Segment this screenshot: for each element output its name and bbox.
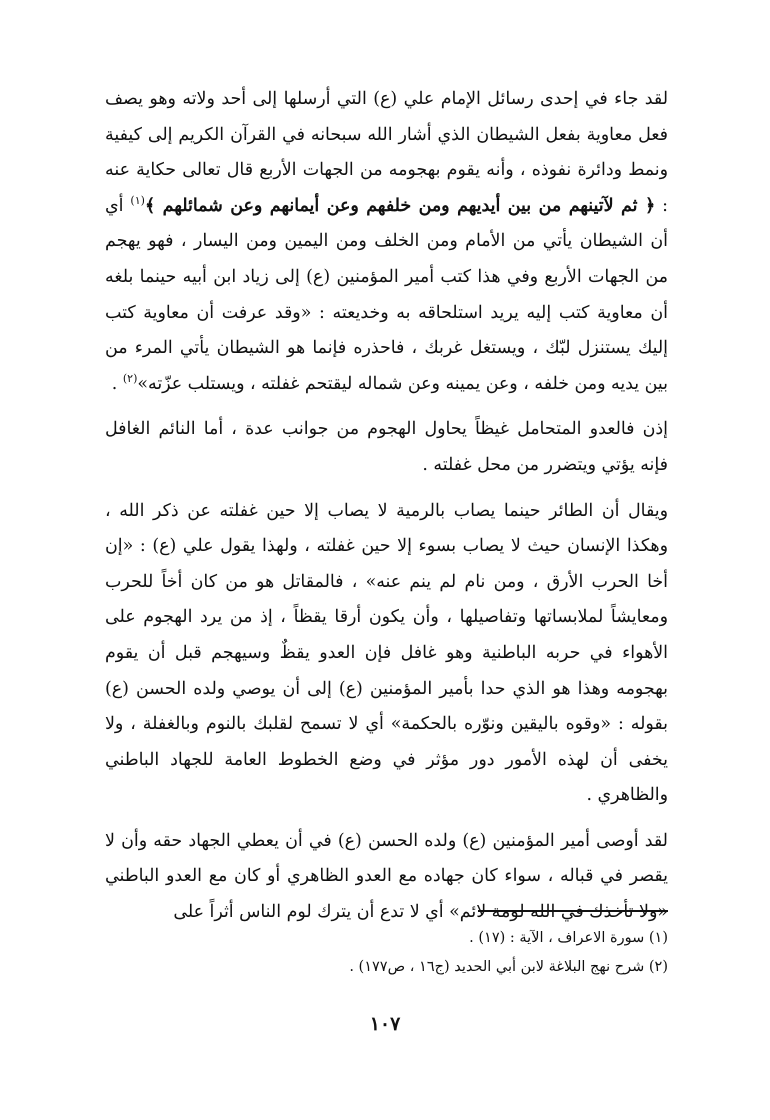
footnote-1: (١) سورة الاعراف ، الآية : (١٧) . — [469, 930, 668, 946]
quran-verse: ﴿ ثم لآتينهم من بين أيديهم ومن خلفهم وعن أيمانهم وعن شمائلهم ﴾ — [144, 195, 656, 216]
footnote-2: (٢) شرح نهج البلاغة لابن أبي الحديد (ج١٦ ، ص١٧٧) . — [349, 959, 668, 975]
paragraph-1 — [105, 82, 668, 402]
paragraph-2: إذن فالعدو المتحامل غيظاً يحاول الهجوم من جوانب عدة ، أما النائم الغافل فإنه يؤتي ويتضرر من محل غفلته . — [105, 419, 668, 475]
main-text — [105, 82, 668, 931]
footnote-divider — [478, 910, 668, 912]
paragraph-1-text-a: لقد جاء في إحدى رسائل الإمام علي (ع) التي أرسلها إلى أحد ولاته وهو يصف فعل معاوية بفعل الشيطان الذي أشار الله سبحانه في القرآن الكريم إلى كيفية ونمط ودائرة نفوذه ، وأنه يقوم بهجومه من الجهات الأربع قال تعالى حكاية عنه : — [105, 89, 668, 216]
paragraph-1-text-b: أي أن الشيطان يأتي من الأمام ومن الخلف ومن اليمين ومن اليسار ، فهو يهجم من الجهات الأربع وفي هذا كتب أمير المؤمنين (ع) إلى زياد ابن أبيه حينما بلغه أن معاوية كتب إليه يريد استلحاقه به وخديعته : «وقد عرفت أن معاوية كتب إليك يستنزل لبّك ، ويستغل غربك ، فاحذره فإنما هو الشيطان يأتي المرء من بين يديه ومن خلفه ، وعن يمينه وعن شماله ليقتحم غفلته ، ويستلب عزّته» — [105, 195, 668, 394]
page-number: ١٠٧ — [369, 1013, 401, 1035]
footnote-ref-2: (٢) — [122, 371, 138, 385]
paragraph-1-text-c: . — [111, 373, 123, 394]
paragraph-3: ويقال أن الطائر حينما يصاب بالرمية لا يصاب إلا حين غفلته عن ذكر الله ، وهكذا الإنسان حيث لا يصاب بسوء إلا حين غفلته ، ولهذا يقول علي (ع) : «إن أخا الحرب الأرق ، ومن نام لم ينم عنه» ، فالمقاتل هو من كان أخاً للحرب ومعايشاً لملابساتها وتفاصيلها ، وأن يكون أرقا يقظاً ، إذ من يرد الهجوم على الأهواء في حربه الباطنية وهو غافل فإن العدو يقظٌ وسيهجم قبل أن يقوم بهجومه وهذا هو الذي حدا بأمير المؤمنين (ع) إلى أن يوصي ولده الحسن (ع) بقوله : «وقوه باليقين ونوّره بالحكمة» أي لا تسمح لقلبك بالنوم وبالغفلة ، ولا يخفى أن لهذه الأمور دور مؤثر في وضع الخطوط العامة للجهاد الباطني والظاهري . — [105, 500, 668, 806]
footnotes — [98, 924, 668, 982]
paragraph-4: لقد أوصى أمير المؤمنين (ع) ولده الحسن (ع) في أن يعطي الجهاد حقه وأن لا يقصر في قباله ، سواء كان جهاده مع العدو الظاهري أو كان مع العدو الباطني «ولا تأخذك في الله لومة لائم» أي لا تدع أن يترك لوم الناس أثراً على — [105, 830, 668, 923]
footnote-ref-1: (١) — [130, 193, 145, 207]
